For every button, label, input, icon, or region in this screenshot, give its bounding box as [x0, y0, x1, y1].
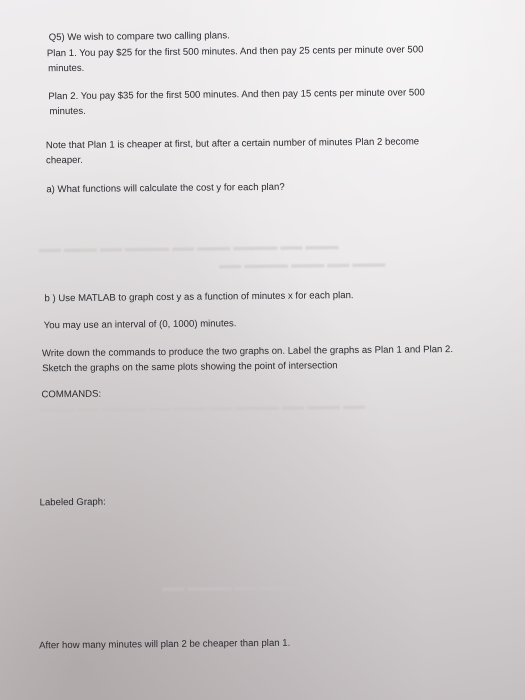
final-question: After how many minutes will plan 2 be cheaper than plan 1. [39, 637, 291, 652]
commands-instructions: Write down the commands to produce the two graphs on. Label the graphs as Plan 1 and Plan 2. [41, 344, 454, 360]
note-text: Note that Plan 1 is cheaper at first, but after a certain number of minutes Plan 2 become [45, 136, 420, 152]
plan2-description-cont: minutes. [49, 105, 86, 118]
commands-instructions-cont: Sketch the graphs on the same plots showing the point of intersection [42, 360, 338, 375]
plan1-description: Plan 1. You pay $25 for the first 500 minutes. And then pay 25 cents per minute over 500 [46, 44, 424, 60]
show-through-marks: ▬▬ ▬▬▬▬ ▬▬▬ ▬▬ ▬▬▬ [219, 257, 386, 272]
note-text-cont: cheaper. [45, 154, 83, 167]
commands-label: COMMANDS: [41, 388, 102, 401]
part-b-question: b ) Use MATLAB to graph cost y as a function of minutes x for each plan. [44, 290, 354, 305]
interval-note: You may use an interval of (0, 1000) minutes. [43, 318, 237, 332]
plan2-description: Plan 2. You pay $35 for the first 500 minutes. And then pay 15 cents per minute over 500 [48, 87, 425, 103]
question-header: Q5) We wish to compare two calling plans. [48, 30, 230, 44]
plan1-description-cont: minutes. [47, 62, 85, 75]
show-through-marks: ▬▬▬ ▬▬ ▬▬▬▬ ▬▬ ▬▬▬ ▬▬ ▬▬▬▬ ▬▬ ▬▬▬ ▬▬ [40, 399, 366, 416]
show-through-marks: ▬▬ ▬▬▬ ▬▬ ▬▬▬▬ ▬▬ ▬▬▬ ▬▬▬▬ ▬▬ ▬▬▬ [38, 240, 339, 256]
show-through-marks: ▬▬ ▬▬▬▬ ▬▬ ▬▬▬ [162, 580, 293, 595]
labeled-graph-label: Labeled Graph: [39, 496, 106, 509]
part-a-question: a) What functions will calculate the cost y for each plan? [46, 181, 285, 196]
